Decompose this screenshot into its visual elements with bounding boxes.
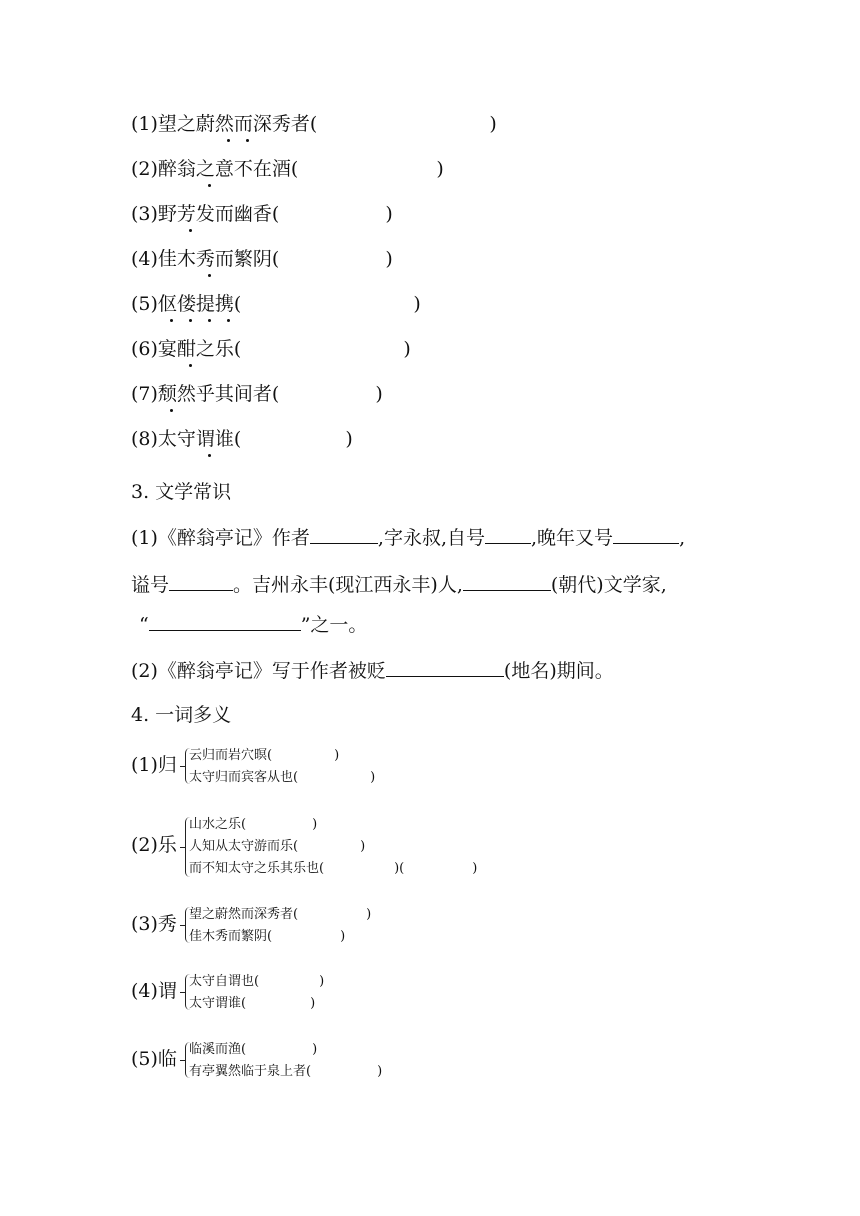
lit-line-4: (2)《醉翁亭记》写于作者被贬 (地名)期间。 (131, 660, 614, 682)
blank-late-name[interactable] (613, 525, 679, 544)
group-option: 而不知太守之乐其乐也( )( ) (189, 861, 478, 876)
emphasis-dot (170, 319, 173, 322)
emphasis-dot (189, 229, 192, 232)
vocab-item-3: (3)野芳发而幽香( ) (131, 203, 393, 225)
emphasis-dot (208, 319, 211, 322)
group-option: 望之蔚然而深秀者( ) (189, 907, 372, 922)
group-label: (4)谓 (131, 980, 177, 1002)
vocab-item-2: (2)醉翁之意不在酒( ) (131, 158, 444, 180)
emphasis-dot (227, 319, 230, 322)
vocab-item-1: (1)望之蔚然而深秀者( ) (131, 113, 497, 135)
emphasis-dot (189, 319, 192, 322)
group-option: 人知从太守游而乐( ) (189, 839, 366, 854)
emphasis-dot (208, 274, 211, 277)
group-option: 云归而岩穴暝( ) (189, 748, 340, 763)
lit-line-3: “ ”之一。 (139, 614, 368, 636)
blank-dynasty[interactable] (463, 572, 551, 591)
group-label: (2)乐 (131, 834, 177, 856)
group-option: 临溪而渔( ) (189, 1042, 318, 1057)
group-label: (3)秀 (131, 913, 177, 935)
emphasis-dot (246, 139, 249, 142)
emphasis-dot (189, 364, 192, 367)
emphasis-dot (170, 409, 173, 412)
group-option: 太守自谓也( ) (189, 974, 325, 989)
emphasis-dot (208, 184, 211, 187)
emphasis-dot (227, 139, 230, 142)
group-option: 佳木秀而繁阴( ) (189, 929, 346, 944)
group-option: 太守谓谁( ) (189, 996, 316, 1011)
group-label: (1)归 (131, 754, 177, 776)
vocab-item-6: (6)宴酣之乐( ) (131, 338, 411, 360)
group-option: 有亭翼然临于泉上者( ) (189, 1064, 383, 1079)
vocab-item-4: (4)佳木秀而繁阴( ) (131, 248, 393, 270)
group-label: (5)临 (131, 1048, 177, 1070)
vocab-item-8: (8)太守谓谁( ) (131, 428, 353, 450)
lit-line-1: (1)《醉翁亭记》作者 ,字永叔,自号 ,晚年又号 , (131, 527, 686, 549)
blank-self-name[interactable] (485, 525, 531, 544)
lit-line-2: 谥号 。吉州永丰(现江西永丰)人, (朝代)文学家, (131, 574, 667, 596)
blank-place[interactable] (386, 658, 504, 677)
section-4-title: 4. 一词多义 (131, 704, 232, 726)
vocab-item-7: (7)颓然乎其间者( ) (131, 383, 383, 405)
emphasis-dot (208, 454, 211, 457)
blank-author[interactable] (310, 525, 378, 544)
group-option: 太守归而宾客从也( ) (189, 770, 376, 785)
blank-posthumous-name[interactable] (169, 572, 233, 591)
group-option: 山水之乐( ) (189, 817, 318, 832)
vocab-item-5: (5)伛偻提携( ) (131, 293, 421, 315)
section-3-title: 3. 文学常识 (131, 481, 232, 503)
blank-eight-masters[interactable] (149, 612, 301, 631)
